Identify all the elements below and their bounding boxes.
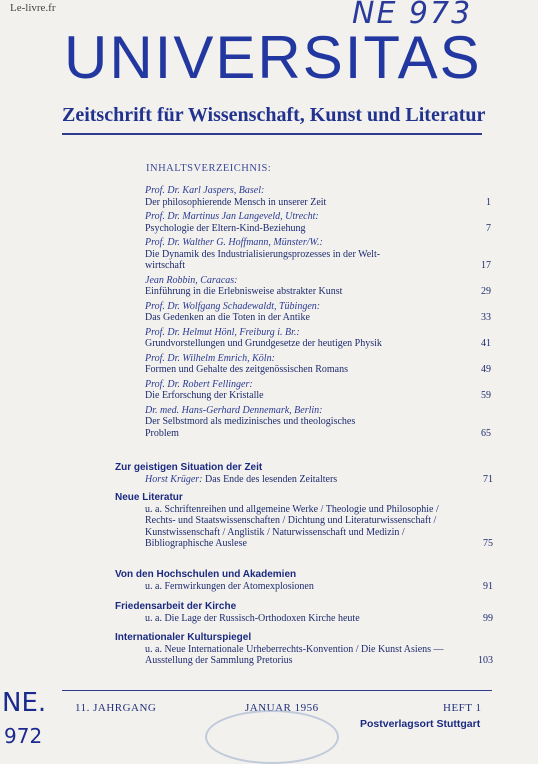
watermark-stamp: Le-livre.fr [10,2,56,14]
entry-page: 33 [481,312,491,323]
entry-page: 41 [481,338,491,349]
footer-rule [62,690,492,691]
journal-subtitle: Zeitschrift für Wissenschaft, Kunst und Literatur [62,104,486,126]
section-title: Neue Literatur [115,492,183,503]
toc-entry [145,185,491,208]
toc-entry [145,211,491,234]
entry-title: Die Dynamik des Industrialisierungsprozesses in der Welt- [145,248,381,260]
entry-page: 49 [481,364,491,375]
entry-title: Formen und Gehalte des zeitgenössischen Romans [145,364,349,375]
entry-page: 59 [481,390,491,401]
section-neue-literatur [115,492,493,550]
entry-page: 65 [481,427,491,439]
section-body: u. a. Die Lage der Russisch-Orthodoxen Kirche heute [145,612,360,624]
toc-entry [145,237,491,272]
entry-author: Prof. Dr. Martinus Jan Langeveld, Utrecht: [145,211,319,222]
entry-author: Prof. Dr. Wolfgang Schadewaldt, Tübingen: [145,300,321,312]
toc-heading: INHALTSVERZEICHNIS: [146,163,272,174]
section-body: u. a. Neue Internationale Urheberrechts-Konvention / Die Kunst Asiens — Ausstellung der Sammlung Pretorius [145,643,444,666]
entry-title: Der philosophierende Mensch in unserer Zeit [145,196,327,208]
toc-entry [145,327,491,350]
entry-title: Psychologie der Eltern-Kind-Beziehung [145,222,306,234]
entry-title-cont: wirtschaft [145,260,185,271]
handwritten-note: NE. [2,688,47,718]
footer-heft: HEFT 1 [443,702,482,714]
entry-page: 29 [481,286,491,297]
journal-logo: UNIVERSITAS [64,24,482,91]
entry-author: Prof. Dr. Helmut Hönl, Freiburg i. Br.: [145,326,300,338]
toc-list [145,185,491,442]
entry-author: Prof. Dr. Walther G. Hoffmann, Münster/W.: [145,237,323,248]
entry-author: Prof. Dr. Karl Jaspers, Basel: [145,185,265,196]
toc-entry [145,301,491,324]
section-zeitgeist [115,462,493,485]
section-page: 71 [483,473,493,485]
footer-jahrgang: 11. JAHRGANG [75,702,157,714]
entry-author: Dr. med. Hans-Gerhard Dennemark, Berlin: [145,404,323,416]
entry-page: 1 [486,196,491,208]
footer-date: JANUAR 1956 [245,702,319,714]
section-page: 91 [483,580,493,592]
entry-page: 7 [486,222,491,234]
handwritten-note: 972 [4,724,43,748]
toc-entry [145,353,491,376]
handwritten-shelfmark: NE 973 [352,0,473,31]
section-title: Friedensarbeit der Kirche [115,601,237,612]
entry-title: Der Selbstmord als medizinisches und theologisches [145,416,356,427]
footer-verlag: Postverlagsort Stuttgart [360,718,481,730]
entry-title: Grundvorstellungen und Grundgesetze der heutigen Physik [145,338,382,349]
section-author: Horst Krüger: [145,473,203,485]
entry-page: 17 [481,260,491,271]
toc-entry [145,405,491,440]
section-title: Von den Hochschulen und Akademien [115,569,297,580]
entry-author: Jean Robbin, Caracas: [145,274,238,286]
entry-title-cont: Problem [145,427,179,439]
entry-author: Prof. Dr. Robert Fellinger: [145,378,253,390]
section-kulturspiegel [115,632,493,667]
section-page: 103 [478,655,493,666]
section-page: 75 [483,538,493,549]
section-body: u. a. Fernwirkungen der Atomexplosionen [145,580,314,592]
entry-author: Prof. Dr. Wilhelm Emrich, Köln: [145,352,275,364]
section-hochschulen [115,569,493,592]
section-title: Internationaler Kulturspiegel [115,632,252,643]
section-body: u. a. Schriftenreihen und allgemeine Werke / Theologie und Philosophie / Rechts- und Staatswissenschaften / Dichtung und Literaturwissenschaft / Kunstwissenschaft / Anglistik / Naturwissenschaft und Medizin / Bibliographische Auslese [145,503,439,549]
entry-title: Die Erforschung der Kristalle [145,390,264,401]
library-seal-stamp [205,710,339,764]
section-page: 99 [483,612,493,624]
section-title: Zur geistigen Situation der Zeit [115,462,263,473]
entry-title: Das Gedenken an die Toten in der Antike [145,312,310,323]
section-friedensarbeit [115,601,493,624]
entry-title: Einführung in die Erlebnisweise abstrakter Kunst [145,286,343,297]
section-body: Das Ende des lesenden Zeitalters [205,473,338,485]
toc-entry [145,379,491,402]
toc-entry [145,275,491,298]
header-rule [62,133,482,135]
